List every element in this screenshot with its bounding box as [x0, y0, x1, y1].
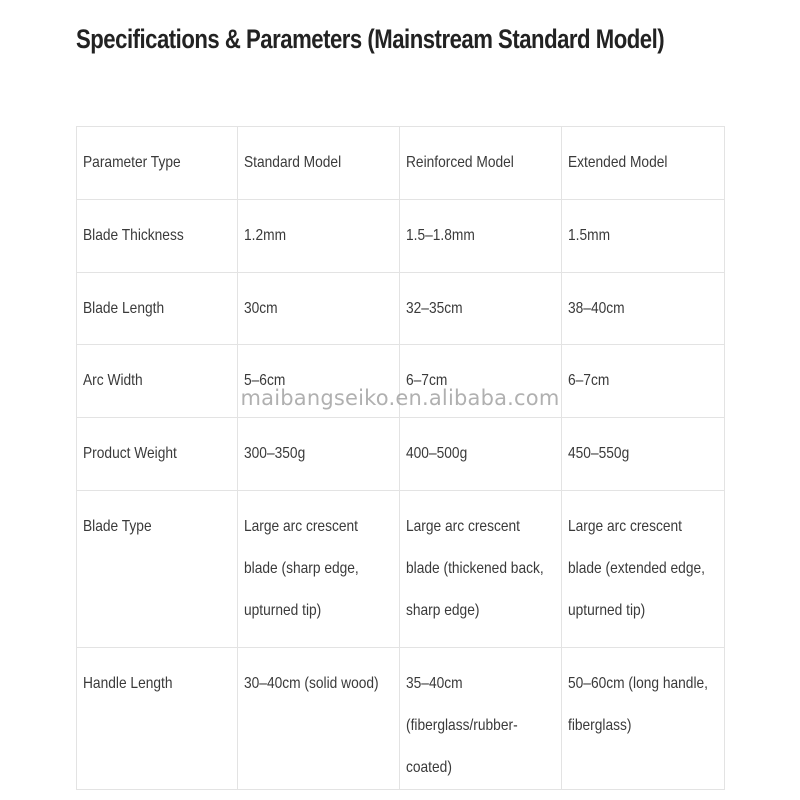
table-cell: Blade Thickness	[77, 200, 238, 273]
table-cell: Arc Width	[77, 345, 238, 418]
table-cell: Large arc crescent blade (extended edge, upturned tip)	[562, 491, 725, 648]
table-cell: Reinforced Model	[400, 127, 562, 200]
table-cell: 38–40cm	[562, 273, 725, 345]
watermark: maibangseiko.en.alibaba.com	[240, 386, 560, 410]
table-row	[77, 200, 725, 273]
table-cell: 5–6cm	[238, 345, 400, 418]
table-cell: 1.2mm	[238, 200, 400, 273]
table-cell: Large arc crescent blade (sharp edge, upturned tip)	[238, 491, 400, 648]
table-cell: Blade Length	[77, 273, 238, 345]
table-row	[77, 273, 725, 345]
table-cell: 30cm	[238, 273, 400, 345]
table-cell: 1.5–1.8mm	[400, 200, 562, 273]
table-header-row	[77, 127, 725, 200]
table-cell: Product Weight	[77, 418, 238, 491]
table-cell: 6–7cm	[400, 345, 562, 418]
table-cell: Large arc crescent blade (thickened back, sharp edge)	[400, 491, 562, 648]
table-cell: 50–60cm (long handle, fiberglass)	[562, 648, 725, 790]
table-row	[77, 345, 725, 418]
table-row	[77, 418, 725, 491]
table-row	[77, 648, 725, 790]
table-cell: Blade Type	[77, 491, 238, 648]
table-cell: Parameter Type	[77, 127, 238, 200]
page-title: Specifications & Parameters (Mainstream Standard Model)	[76, 24, 665, 54]
table-cell: 30–40cm (solid wood)	[238, 648, 400, 790]
table-cell: Extended Model	[562, 127, 725, 200]
table-cell: Standard Model	[238, 127, 400, 200]
table-cell: 32–35cm	[400, 273, 562, 345]
table-cell: 6–7cm	[562, 345, 725, 418]
table-cell: 300–350g	[238, 418, 400, 491]
table-cell: 1.5mm	[562, 200, 725, 273]
table-cell: 450–550g	[562, 418, 725, 491]
spec-table	[76, 126, 725, 790]
table-cell: Handle Length	[77, 648, 238, 790]
table-cell: 35–40cm (fiberglass/rubber-coated)	[400, 648, 562, 790]
table-cell: 400–500g	[400, 418, 562, 491]
table-row	[77, 491, 725, 648]
